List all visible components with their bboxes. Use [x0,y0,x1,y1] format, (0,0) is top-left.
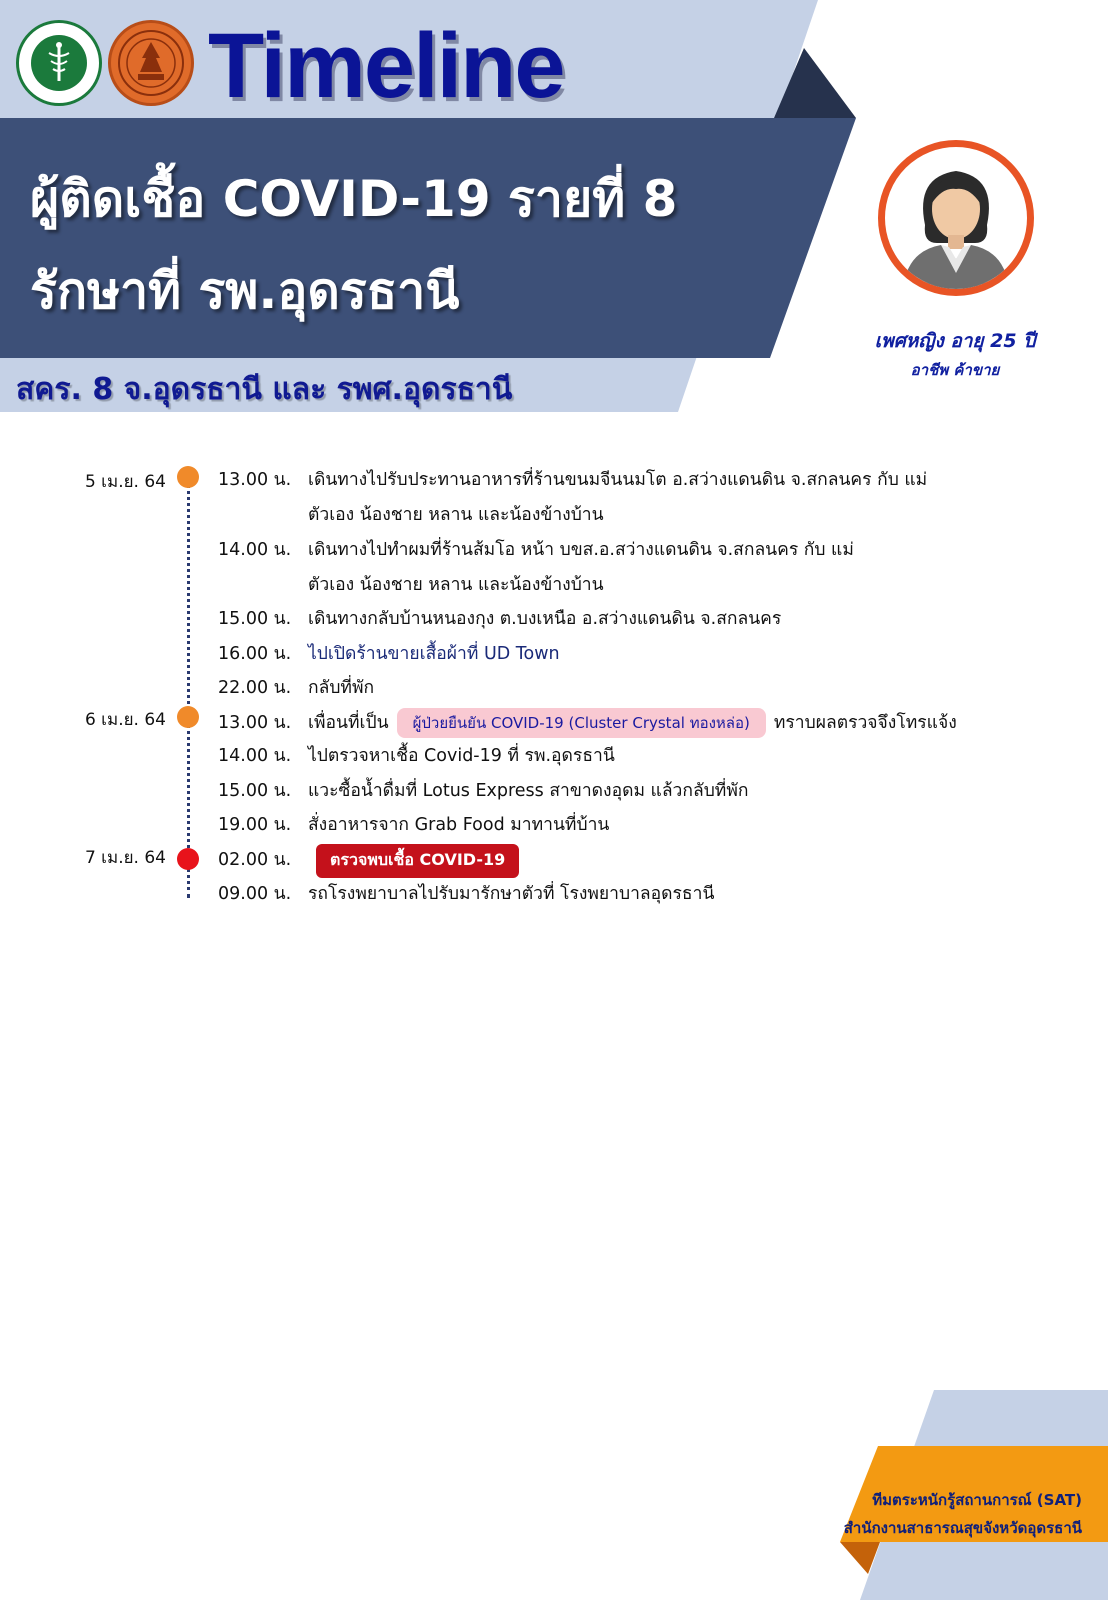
timeline-event [218,708,957,738]
event-time: 13.00 น. [218,713,292,733]
event-text: เดินทางไปรับประทานอาหารที่ร้านขนมจีนนมโต อ.สว่างแดนดิน จ.สกลนคร กับ แม่ [308,470,928,490]
date-label: 7 เม.ย. 64 [84,848,166,868]
timeline-event [218,779,748,803]
event-text: ตัวเอง น้องชาย หลาน และน้องข้างบ้าน [308,575,604,595]
event-text: ตัวเอง น้องชาย หลาน และน้องข้างบ้าน [308,505,604,525]
event-time: 14.00 น. [218,746,292,766]
event-time: 02.00 น. [218,850,292,870]
event-text: เพื่อนที่เป็น [308,713,389,733]
event-text: ไปตรวจหาเชื้อ Covid-19 ที่ รพ.อุดรธานี [308,746,615,766]
timeline-event [218,538,854,562]
event-text: เดินทางไปทำผมที่ร้านส้มโอ หน้า บขส.อ.สว่างแดนดิน จ.สกลนคร กับ แม่ [308,540,854,560]
woman-avatar-icon [878,140,1034,296]
date-dot [177,848,199,870]
event-time: 22.00 น. [218,678,292,698]
moph-logo [16,20,102,106]
date-label: 5 เม.ย. 64 [84,472,166,492]
footer-office: สำนักงานสาธารณสุขจังหวัดอุดรธานี [843,1519,1082,1537]
timeline-event-continued [218,573,604,597]
timeline-event [218,844,519,878]
timeline-event [218,744,615,768]
date-label: 6 เม.ย. 64 [84,710,166,730]
timeline-event [218,642,560,666]
timeline-event [218,468,927,492]
event-time: 15.00 น. [218,609,292,629]
positive-result-badge: ตรวจพบเชื้อ COVID-19 [316,844,519,878]
office-subtitle: สคร. 8 จ.อุดรธานี และ รพศ.อุดรธานี [16,372,513,407]
event-text: แวะซื้อน้ำดื่มที่ Lotus Express สาขาดงอุดม แล้วกลับที่พัก [308,781,749,801]
event-text: สั่งอาหารจาก Grab Food มาทานที่บ้าน [308,815,610,835]
case-heading: ผู้ติดเชื้อ COVID-19 รายที่ 8 [30,170,678,228]
event-text: ทราบผลตรวจจึงโทรแจ้ง [773,713,957,733]
footer-team: ทีมตระหนักรู้สถานการณ์ (SAT) [872,1491,1082,1509]
event-text: ไปเปิดร้านขายเสื้อผ้าที่ UD Town [308,644,560,664]
confirmed-case-badge: ผู้ป่วยยืนยัน COVID-19 (Cluster Crystal ทองหล่อ) [397,708,766,738]
timeline-event [218,813,609,837]
page-title: Timeline [208,15,564,117]
date-dot [177,466,199,488]
date-dot [177,706,199,728]
timeline-line [187,478,190,898]
event-time: 09.00 น. [218,884,292,904]
patient-occupation: อาชีพ ค้าขาย [910,361,1000,379]
timeline-event [218,607,781,631]
event-text: เดินทางกลับบ้านหนองกุง ต.บงเหนือ อ.สว่างแดนดิน จ.สกลนคร [308,609,782,629]
event-time: 14.00 น. [218,540,292,560]
hospital-heading: รักษาที่ รพ.อุดรธานี [30,262,460,320]
event-text: รถโรงพยาบาลไปรับมารักษาตัวที่ โรงพยาบาลอุดรธานี [308,884,715,904]
event-text: กลับที่พัก [308,678,375,698]
timeline-event-continued [218,503,604,527]
timeline-event [218,882,714,906]
event-time: 13.00 น. [218,470,292,490]
udon-province-seal [108,20,194,106]
timeline-event [218,676,374,700]
patient-gender-age: เพศหญิง อายุ 25 ปี [874,330,1036,352]
event-time: 19.00 น. [218,815,292,835]
event-time: 15.00 น. [218,781,292,801]
event-time: 16.00 น. [218,644,292,664]
